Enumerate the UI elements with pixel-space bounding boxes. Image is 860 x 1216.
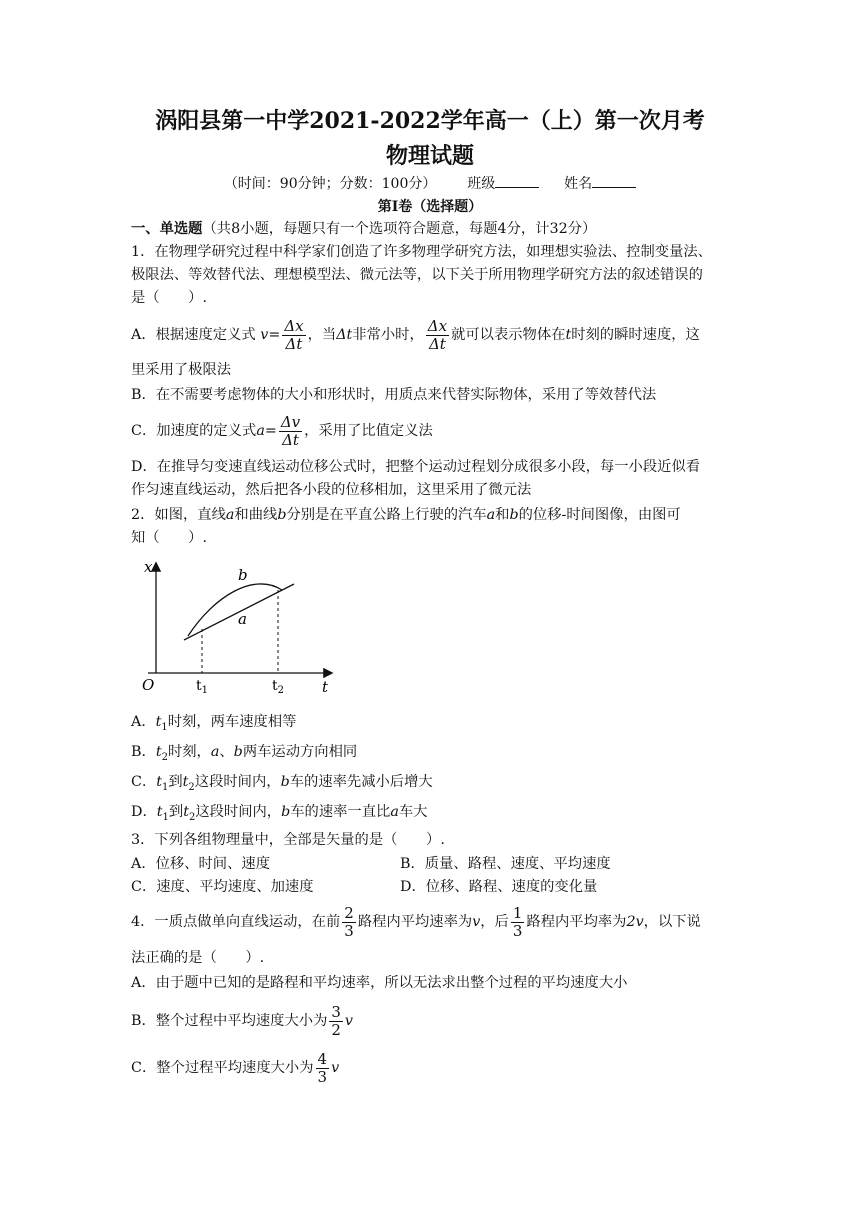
y-axis-label: x (144, 558, 153, 576)
q4-option-a: A．由于题中已知的是路程和平均速率，所以无法求出整个过程的平均速度大小 (131, 975, 628, 991)
q2-stem-line2: 知（ ）. (131, 530, 208, 546)
volume-heading: 第Ⅰ卷（选择题） (377, 199, 483, 215)
section-title: 一、单选题 (131, 221, 203, 237)
q4-option-c: C．整个过程平均速度大小为 $\frac{4}{3}$ v (131, 1049, 340, 1086)
q4-stem-line2: 法正确的是（ ）. (131, 950, 265, 966)
section-desc: （共8小题，每题只有一个选项符合题意，每题4分，计32分） (202, 221, 597, 237)
q3-option-a: A．位移、时间、速度 (131, 856, 270, 872)
fraction-3-2: $\frac{3}{2}$ (331, 1002, 341, 1039)
q4-option-b: B．整个过程中平均速度大小为 $\frac{3}{2}$ v (131, 1002, 353, 1039)
q2-stem-line1: 2．如图，直线a和曲线b分别是在平直公路上行驶的汽车a和b的位移-时间图像，由图可 (131, 507, 681, 523)
q1-stem-line3: 是（ ）. (131, 290, 208, 306)
exam-time-score: （时间：90分钟；分数：100分） (223, 176, 437, 192)
q4-stem-line1: 4．一质点做单向直线运动，在前 $\frac{2}{3}$ 路程内平均速率为v，后 $\frac{1}{3}$ 路程内平均率为2v，以下说 (131, 903, 701, 940)
exam-subject: 物理试题 (385, 143, 474, 169)
q1-stem-line2: 极限法、等效替代法、理想模型法、微元法等，以下关于所用物理学研究方法的叙述错误的 (131, 267, 703, 283)
q1-option-a-line2: 里采用了极限法 (131, 362, 232, 378)
q1-option-a: A．根据速度定义式 v= $\frac{\Delta x}{\Delta t}$ ，当Δt非常小时， $\frac{\Delta x}{\Delta t}$ 就可以表示物体在t时刻的瞬时速度，这 (131, 316, 700, 353)
xt-graph (136, 558, 336, 698)
exam-meta (0, 173, 860, 193)
q3-option-d: D．位移、路程、速度的变化量 (400, 879, 598, 895)
fraction-dx-dt: $\frac{\Delta x}{\Delta t}$ (284, 316, 304, 353)
math-v: v (260, 327, 269, 343)
q3-stem: 3．下列各组物理量中，全部是矢量的是（ ）. (131, 832, 445, 848)
fraction-dv-dt: $\frac{\Delta v}{\Delta t}$ (280, 412, 301, 449)
q1-option-c: C．加速度的定义式a= $\frac{\Delta v}{\Delta t}$ ，采用了比值定义法 (131, 412, 433, 449)
class-blank[interactable] (495, 175, 539, 188)
q1-option-d-line2: 作匀速直线运动，然后把各小段的位移相加，这里采用了微元法 (131, 482, 532, 498)
q3-option-c: C．速度、平均速度、加速度 (131, 879, 314, 895)
class-label: 班级 (467, 176, 496, 192)
q1-a-text: A．根据速度定义式 (131, 327, 256, 343)
x-axis-label: t (322, 678, 329, 696)
t1-tick-label: $t_1$ (196, 678, 209, 696)
fraction-2-3: $\frac{2}{3}$ (344, 903, 354, 940)
q3-option-b: B．质量、路程、速度、平均速度 (400, 856, 611, 872)
fraction-1-3: $\frac{1}{3}$ (512, 903, 523, 940)
origin-label: O (142, 676, 155, 694)
fraction-4-3: $\frac{4}{3}$ (317, 1049, 328, 1086)
q2-option-c: C．$t_1$到$t_2$这段时间内，b车的速率先减小后增大 (131, 774, 433, 793)
fraction-dx-dt: $\frac{\Delta x}{\Delta t}$ (427, 316, 448, 353)
exam-title: 涡阳县第一中学2021-2022学年高一（上）第一次月考 (155, 108, 705, 134)
curve-b (188, 584, 282, 636)
q1-option-d-line1: D．在推导匀变速直线运动位移公式时，把整个运动过程划分成很多小段，每一小段近似看 (131, 459, 701, 475)
q2-option-b: B．$t_2$时刻，a、b两车运动方向相同 (131, 744, 358, 763)
q1-option-b: B．在不需要考虑物体的大小和形状时，用质点来代替实际物体，采用了等效替代法 (131, 387, 657, 403)
q2-option-d: D．$t_1$到$t_2$这段时间内，b车的速率一直比a车大 (131, 804, 428, 823)
line-a-label: a (238, 610, 247, 628)
name-blank[interactable] (592, 175, 636, 188)
name-label: 姓名 (564, 176, 593, 192)
section-heading (131, 219, 731, 239)
q1-stem-line1: 1．在物理学研究过程中科学家们创造了许多物理学研究方法，如理想实验法、控制变量法、 (131, 244, 712, 260)
t2-tick-label: $t_2$ (272, 678, 285, 696)
q2-option-a: A．$t_1$时刻，两车速度相等 (131, 714, 297, 733)
curve-b-label: b (238, 566, 248, 584)
math-eq: = (268, 327, 281, 343)
